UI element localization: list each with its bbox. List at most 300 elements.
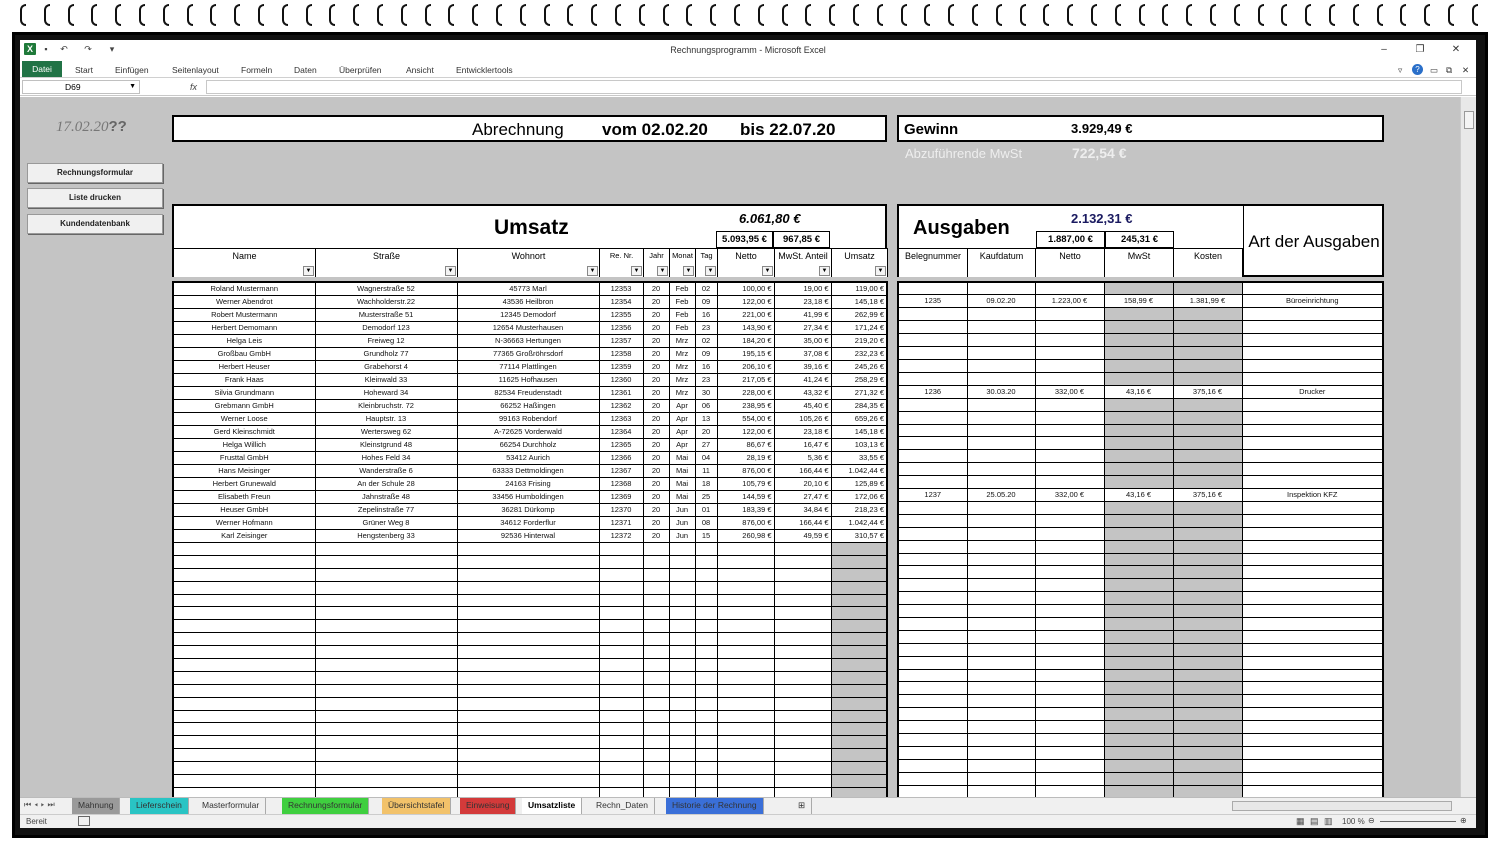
table-cell[interactable] <box>1242 669 1383 682</box>
table-cell[interactable] <box>967 605 1035 618</box>
table-cell[interactable] <box>599 710 643 723</box>
rechnungsformular-button[interactable]: Rechnungsformular <box>27 163 163 183</box>
horizontal-scrollbar[interactable] <box>1232 801 1452 811</box>
table-cell[interactable] <box>967 759 1035 772</box>
table-cell[interactable] <box>774 671 831 684</box>
table-cell[interactable] <box>173 671 315 684</box>
table-cell[interactable]: 12654 Musterhausen <box>457 322 599 335</box>
table-cell[interactable]: 11625 Hofhausen <box>457 374 599 387</box>
table-cell[interactable] <box>898 566 967 579</box>
table-cell[interactable] <box>774 633 831 646</box>
table-cell[interactable]: 238,95 € <box>717 400 774 413</box>
restore-icon[interactable]: ❐ <box>1415 44 1425 55</box>
table-cell[interactable] <box>599 659 643 672</box>
table-cell[interactable]: Werner Loose <box>173 413 315 426</box>
table-cell[interactable]: Elisabeth Freun <box>173 491 315 504</box>
table-cell[interactable]: 39,16 € <box>774 361 831 374</box>
table-cell[interactable] <box>1035 734 1104 747</box>
table-cell[interactable]: Hauptstr. 13 <box>315 413 457 426</box>
table-cell[interactable]: 258,29 € <box>831 374 887 387</box>
table-cell[interactable]: 12356 <box>599 322 643 335</box>
table-cell[interactable] <box>173 723 315 736</box>
table-cell[interactable] <box>669 697 695 710</box>
table-cell[interactable] <box>1104 411 1173 424</box>
table-cell[interactable] <box>315 620 457 633</box>
tab-formeln[interactable]: Formeln <box>241 65 273 75</box>
table-cell[interactable] <box>315 633 457 646</box>
table-cell[interactable]: 12363 <box>599 413 643 426</box>
table-cell[interactable] <box>1173 372 1242 385</box>
worksheet[interactable] <box>20 97 1460 797</box>
table-cell[interactable] <box>898 450 967 463</box>
table-cell[interactable] <box>898 643 967 656</box>
table-cell[interactable]: 23,18 € <box>774 426 831 439</box>
table-cell[interactable]: 06 <box>695 400 717 413</box>
table-cell[interactable] <box>1104 579 1173 592</box>
table-cell[interactable]: 19,00 € <box>774 282 831 296</box>
table-cell[interactable]: 24163 Frising <box>457 478 599 491</box>
help-icon[interactable]: ? <box>1412 64 1423 75</box>
table-cell[interactable] <box>315 646 457 659</box>
table-cell[interactable]: 82534 Freudenstadt <box>457 387 599 400</box>
table-cell[interactable] <box>457 594 599 607</box>
table-cell[interactable] <box>457 568 599 581</box>
sheet-tab[interactable]: Lieferschein <box>130 798 189 814</box>
table-cell[interactable] <box>669 710 695 723</box>
table-cell[interactable] <box>1035 656 1104 669</box>
table-cell[interactable] <box>173 568 315 581</box>
table-cell[interactable] <box>1035 592 1104 605</box>
table-cell[interactable] <box>457 736 599 749</box>
table-cell[interactable] <box>669 723 695 736</box>
sheet-nav-arrows-icon[interactable]: ⏮◂▸⏭ <box>24 800 58 809</box>
table-cell[interactable]: 12368 <box>599 478 643 491</box>
table-cell[interactable] <box>457 543 599 556</box>
table-cell[interactable]: 12372 <box>599 530 643 543</box>
macro-record-icon[interactable] <box>78 816 90 826</box>
table-cell[interactable] <box>1173 514 1242 527</box>
table-cell[interactable]: 41,99 € <box>774 309 831 322</box>
table-cell[interactable]: 20 <box>643 439 669 452</box>
table-cell[interactable] <box>967 540 1035 553</box>
table-cell[interactable] <box>599 723 643 736</box>
table-cell[interactable]: Kleinbruchstr. 72 <box>315 400 457 413</box>
table-cell[interactable] <box>695 646 717 659</box>
table-cell[interactable] <box>1104 527 1173 540</box>
table-cell[interactable]: 1.223,00 € <box>1035 295 1104 308</box>
table-cell[interactable]: 245,26 € <box>831 361 887 374</box>
table-cell[interactable] <box>315 555 457 568</box>
table-cell[interactable] <box>1242 308 1383 321</box>
table-cell[interactable]: 103,13 € <box>831 439 887 452</box>
table-cell[interactable] <box>599 620 643 633</box>
sheet-tab[interactable]: Historie der Rechnung <box>666 798 764 814</box>
table-cell[interactable] <box>831 543 887 556</box>
table-cell[interactable]: 125,89 € <box>831 478 887 491</box>
table-cell[interactable] <box>173 594 315 607</box>
table-cell[interactable]: 1237 <box>898 488 967 501</box>
table-cell[interactable] <box>1173 579 1242 592</box>
table-cell[interactable]: 77114 Plattlingen <box>457 361 599 374</box>
table-cell[interactable] <box>717 581 774 594</box>
table-cell[interactable]: 12364 <box>599 426 643 439</box>
table-cell[interactable] <box>1173 463 1242 476</box>
table-cell[interactable] <box>669 762 695 775</box>
table-cell[interactable]: 105,26 € <box>774 413 831 426</box>
table-cell[interactable] <box>643 697 669 710</box>
table-cell[interactable] <box>717 568 774 581</box>
table-cell[interactable]: 25 <box>695 491 717 504</box>
table-cell[interactable] <box>669 749 695 762</box>
table-cell[interactable]: 36281 Dürkomp <box>457 504 599 517</box>
table-cell[interactable]: Büroeinrichtung <box>1242 295 1383 308</box>
table-cell[interactable] <box>695 555 717 568</box>
table-cell[interactable] <box>669 594 695 607</box>
insert-function-button[interactable]: fx <box>190 82 198 92</box>
table-cell[interactable] <box>457 723 599 736</box>
undo-icon[interactable]: ↶ <box>60 44 68 54</box>
table-cell[interactable] <box>898 411 967 424</box>
table-cell[interactable] <box>1035 579 1104 592</box>
table-cell[interactable] <box>1035 359 1104 372</box>
table-cell[interactable] <box>831 594 887 607</box>
view-pagebreak-icon[interactable]: ▥ <box>1324 816 1333 826</box>
zoom-in-icon[interactable]: ⊕ <box>1460 816 1467 825</box>
table-cell[interactable] <box>898 476 967 489</box>
table-cell[interactable]: 271,32 € <box>831 387 887 400</box>
table-cell[interactable] <box>669 581 695 594</box>
table-cell[interactable] <box>1242 605 1383 618</box>
table-cell[interactable]: 09.02.20 <box>967 295 1035 308</box>
table-cell[interactable] <box>717 671 774 684</box>
table-cell[interactable] <box>173 607 315 620</box>
table-cell[interactable]: Jun <box>669 530 695 543</box>
table-cell[interactable]: Hengstenberg 33 <box>315 530 457 543</box>
table-cell[interactable] <box>898 347 967 360</box>
table-cell[interactable]: 119,00 € <box>831 282 887 296</box>
table-cell[interactable] <box>774 684 831 697</box>
table-cell[interactable] <box>774 607 831 620</box>
table-cell[interactable]: 122,00 € <box>717 296 774 309</box>
table-cell[interactable]: Mrz <box>669 387 695 400</box>
table-cell[interactable]: 43,32 € <box>774 387 831 400</box>
table-cell[interactable] <box>173 736 315 749</box>
table-cell[interactable] <box>315 594 457 607</box>
table-cell[interactable]: 1.042,44 € <box>831 517 887 530</box>
table-cell[interactable]: 310,57 € <box>831 530 887 543</box>
table-cell[interactable] <box>1173 721 1242 734</box>
table-cell[interactable] <box>1242 321 1383 334</box>
table-cell[interactable] <box>1104 617 1173 630</box>
table-cell[interactable] <box>898 721 967 734</box>
tab-start[interactable]: Start <box>75 65 93 75</box>
table-cell[interactable]: Jun <box>669 504 695 517</box>
table-cell[interactable] <box>1035 708 1104 721</box>
table-cell[interactable] <box>1242 617 1383 630</box>
table-cell[interactable] <box>599 555 643 568</box>
table-cell[interactable]: 20 <box>643 413 669 426</box>
table-cell[interactable] <box>1173 334 1242 347</box>
table-cell[interactable]: Musterstraße 51 <box>315 309 457 322</box>
table-cell[interactable]: 25.05.20 <box>967 488 1035 501</box>
table-cell[interactable]: Gerd Kleinschmidt <box>173 426 315 439</box>
table-cell[interactable]: 20 <box>643 282 669 296</box>
table-cell[interactable] <box>669 607 695 620</box>
wb-restore-icon[interactable]: ⧉ <box>1446 65 1453 75</box>
table-cell[interactable] <box>643 555 669 568</box>
table-cell[interactable] <box>967 463 1035 476</box>
table-cell[interactable] <box>457 620 599 633</box>
table-cell[interactable] <box>967 359 1035 372</box>
filter-dropdown-icon[interactable]: ▼ <box>819 266 830 276</box>
table-cell[interactable] <box>898 501 967 514</box>
table-cell[interactable] <box>967 334 1035 347</box>
table-cell[interactable] <box>1035 321 1104 334</box>
table-cell[interactable] <box>695 581 717 594</box>
table-cell[interactable]: 86,67 € <box>717 439 774 452</box>
table-cell[interactable] <box>1173 734 1242 747</box>
table-cell[interactable]: 195,15 € <box>717 348 774 361</box>
table-cell[interactable] <box>1242 579 1383 592</box>
table-cell[interactable] <box>967 527 1035 540</box>
table-cell[interactable]: 375,16 € <box>1173 385 1242 398</box>
tab-datei[interactable]: Datei <box>22 61 62 77</box>
table-cell[interactable] <box>1104 501 1173 514</box>
table-cell[interactable] <box>1242 514 1383 527</box>
table-cell[interactable] <box>967 476 1035 489</box>
table-cell[interactable] <box>643 762 669 775</box>
table-cell[interactable] <box>643 684 669 697</box>
table-cell[interactable] <box>831 736 887 749</box>
table-cell[interactable] <box>457 555 599 568</box>
table-cell[interactable] <box>643 620 669 633</box>
table-cell[interactable]: 30 <box>695 387 717 400</box>
view-normal-icon[interactable]: ▦ <box>1296 816 1305 826</box>
table-cell[interactable] <box>1035 669 1104 682</box>
table-cell[interactable]: Feb <box>669 296 695 309</box>
table-cell[interactable] <box>457 646 599 659</box>
table-cell[interactable] <box>967 682 1035 695</box>
table-cell[interactable] <box>967 630 1035 643</box>
table-cell[interactable] <box>1242 643 1383 656</box>
table-cell[interactable] <box>457 671 599 684</box>
table-cell[interactable] <box>1173 540 1242 553</box>
zoom-slider[interactable] <box>1380 821 1456 822</box>
table-cell[interactable] <box>1035 411 1104 424</box>
zoom-out-icon[interactable]: ⊖ <box>1368 816 1375 825</box>
table-cell[interactable] <box>1035 540 1104 553</box>
table-cell[interactable] <box>1104 708 1173 721</box>
table-cell[interactable] <box>1173 398 1242 411</box>
table-cell[interactable] <box>695 620 717 633</box>
table-cell[interactable] <box>1104 643 1173 656</box>
table-cell[interactable] <box>599 762 643 775</box>
table-cell[interactable] <box>1035 772 1104 785</box>
table-cell[interactable] <box>1173 437 1242 450</box>
table-cell[interactable]: 20,10 € <box>774 478 831 491</box>
table-cell[interactable] <box>774 736 831 749</box>
table-cell[interactable]: 20 <box>643 361 669 374</box>
table-cell[interactable] <box>898 605 967 618</box>
table-cell[interactable] <box>643 594 669 607</box>
table-cell[interactable]: 08 <box>695 517 717 530</box>
table-cell[interactable] <box>1242 708 1383 721</box>
table-cell[interactable] <box>1173 656 1242 669</box>
table-cell[interactable] <box>1104 450 1173 463</box>
table-cell[interactable]: 218,23 € <box>831 504 887 517</box>
table-cell[interactable] <box>774 594 831 607</box>
table-cell[interactable] <box>1242 347 1383 360</box>
table-cell[interactable]: 20 <box>643 530 669 543</box>
table-cell[interactable]: Inspektion KFZ <box>1242 488 1383 501</box>
table-cell[interactable] <box>173 749 315 762</box>
sheet-tab[interactable]: Einweisung <box>460 798 516 814</box>
table-cell[interactable] <box>967 617 1035 630</box>
table-cell[interactable] <box>1242 746 1383 759</box>
table-cell[interactable] <box>831 684 887 697</box>
table-cell[interactable]: 43,16 € <box>1104 385 1173 398</box>
table-cell[interactable]: Mrz <box>669 374 695 387</box>
table-cell[interactable] <box>967 321 1035 334</box>
table-cell[interactable]: 183,39 € <box>717 504 774 517</box>
table-cell[interactable] <box>967 437 1035 450</box>
table-cell[interactable]: 37,08 € <box>774 348 831 361</box>
minimize-ribbon-icon[interactable]: ▿ <box>1398 65 1403 75</box>
table-cell[interactable] <box>967 398 1035 411</box>
table-cell[interactable] <box>315 697 457 710</box>
table-cell[interactable]: 12366 <box>599 452 643 465</box>
table-cell[interactable] <box>1035 282 1104 295</box>
table-cell[interactable] <box>1104 359 1173 372</box>
table-cell[interactable] <box>1173 359 1242 372</box>
table-cell[interactable]: Mrz <box>669 335 695 348</box>
table-cell[interactable] <box>898 656 967 669</box>
table-cell[interactable] <box>717 646 774 659</box>
table-cell[interactable] <box>643 568 669 581</box>
table-cell[interactable]: 12358 <box>599 348 643 361</box>
table-cell[interactable] <box>1035 372 1104 385</box>
table-cell[interactable]: Werner Hofmann <box>173 517 315 530</box>
table-cell[interactable] <box>1035 424 1104 437</box>
table-cell[interactable]: 27 <box>695 439 717 452</box>
table-cell[interactable]: A-72625 Vorderwald <box>457 426 599 439</box>
table-cell[interactable] <box>1173 347 1242 360</box>
table-cell[interactable]: 12345 Demodorf <box>457 309 599 322</box>
table-cell[interactable]: Grabehorst 4 <box>315 361 457 374</box>
table-cell[interactable] <box>898 321 967 334</box>
table-cell[interactable]: 158,99 € <box>1104 295 1173 308</box>
table-cell[interactable]: Mai <box>669 478 695 491</box>
table-cell[interactable]: Roland Mustermann <box>173 282 315 296</box>
table-cell[interactable]: 04 <box>695 452 717 465</box>
table-cell[interactable] <box>173 762 315 775</box>
table-cell[interactable] <box>967 708 1035 721</box>
table-cell[interactable] <box>695 659 717 672</box>
table-cell[interactable] <box>1035 566 1104 579</box>
table-cell[interactable]: Karl Zeisinger <box>173 530 315 543</box>
table-cell[interactable]: 11 <box>695 465 717 478</box>
kundendatenbank-button[interactable]: Kundendatenbank <box>27 214 163 234</box>
table-cell[interactable]: 12357 <box>599 335 643 348</box>
table-cell[interactable] <box>967 501 1035 514</box>
table-cell[interactable] <box>1035 695 1104 708</box>
table-cell[interactable]: 12353 <box>599 282 643 296</box>
table-cell[interactable] <box>717 607 774 620</box>
table-cell[interactable]: 20 <box>643 517 669 530</box>
table-cell[interactable] <box>1242 334 1383 347</box>
table-cell[interactable] <box>315 710 457 723</box>
sheet-tab[interactable]: Übersichtstafel <box>382 798 451 814</box>
table-cell[interactable] <box>1035 759 1104 772</box>
table-cell[interactable]: Herbert Grunewald <box>173 478 315 491</box>
table-cell[interactable] <box>967 656 1035 669</box>
table-cell[interactable]: 28,19 € <box>717 452 774 465</box>
table-cell[interactable]: Wertersweg 62 <box>315 426 457 439</box>
table-cell[interactable]: 49,59 € <box>774 530 831 543</box>
table-cell[interactable] <box>898 708 967 721</box>
table-cell[interactable] <box>457 607 599 620</box>
table-cell[interactable] <box>898 334 967 347</box>
table-cell[interactable]: 20 <box>643 374 669 387</box>
table-cell[interactable] <box>315 543 457 556</box>
table-cell[interactable] <box>669 736 695 749</box>
table-cell[interactable] <box>1173 682 1242 695</box>
table-cell[interactable] <box>1242 553 1383 566</box>
table-cell[interactable] <box>1242 501 1383 514</box>
table-cell[interactable] <box>1035 527 1104 540</box>
table-cell[interactable] <box>1242 566 1383 579</box>
table-cell[interactable] <box>1035 334 1104 347</box>
table-cell[interactable] <box>599 581 643 594</box>
table-cell[interactable]: 284,35 € <box>831 400 887 413</box>
table-cell[interactable] <box>898 630 967 643</box>
table-cell[interactable] <box>1242 398 1383 411</box>
table-cell[interactable]: 20 <box>643 322 669 335</box>
table-cell[interactable]: 260,98 € <box>717 530 774 543</box>
table-cell[interactable] <box>695 671 717 684</box>
table-cell[interactable] <box>695 736 717 749</box>
table-cell[interactable] <box>315 762 457 775</box>
table-cell[interactable] <box>599 633 643 646</box>
table-cell[interactable] <box>1104 695 1173 708</box>
table-cell[interactable] <box>898 553 967 566</box>
table-cell[interactable] <box>1173 708 1242 721</box>
table-cell[interactable] <box>831 749 887 762</box>
table-cell[interactable]: Grüner Weg 8 <box>315 517 457 530</box>
table-cell[interactable] <box>1104 540 1173 553</box>
table-cell[interactable] <box>831 555 887 568</box>
table-cell[interactable]: 206,10 € <box>717 361 774 374</box>
table-cell[interactable] <box>898 282 967 295</box>
view-layout-icon[interactable]: ▤ <box>1310 816 1319 826</box>
table-cell[interactable] <box>831 710 887 723</box>
name-box[interactable] <box>22 80 140 94</box>
table-cell[interactable] <box>669 775 695 788</box>
table-cell[interactable] <box>1035 514 1104 527</box>
table-cell[interactable] <box>717 620 774 633</box>
table-cell[interactable]: Jun <box>669 517 695 530</box>
table-cell[interactable]: 332,00 € <box>1035 488 1104 501</box>
table-cell[interactable] <box>967 347 1035 360</box>
filter-dropdown-icon[interactable]: ▼ <box>875 266 886 276</box>
table-cell[interactable] <box>173 775 315 788</box>
table-cell[interactable]: 221,00 € <box>717 309 774 322</box>
table-cell[interactable] <box>1173 630 1242 643</box>
sheet-tab[interactable]: Umsatzliste <box>522 798 582 814</box>
table-cell[interactable]: 172,06 € <box>831 491 887 504</box>
table-cell[interactable] <box>669 555 695 568</box>
table-cell[interactable]: Silvia Grundmann <box>173 387 315 400</box>
